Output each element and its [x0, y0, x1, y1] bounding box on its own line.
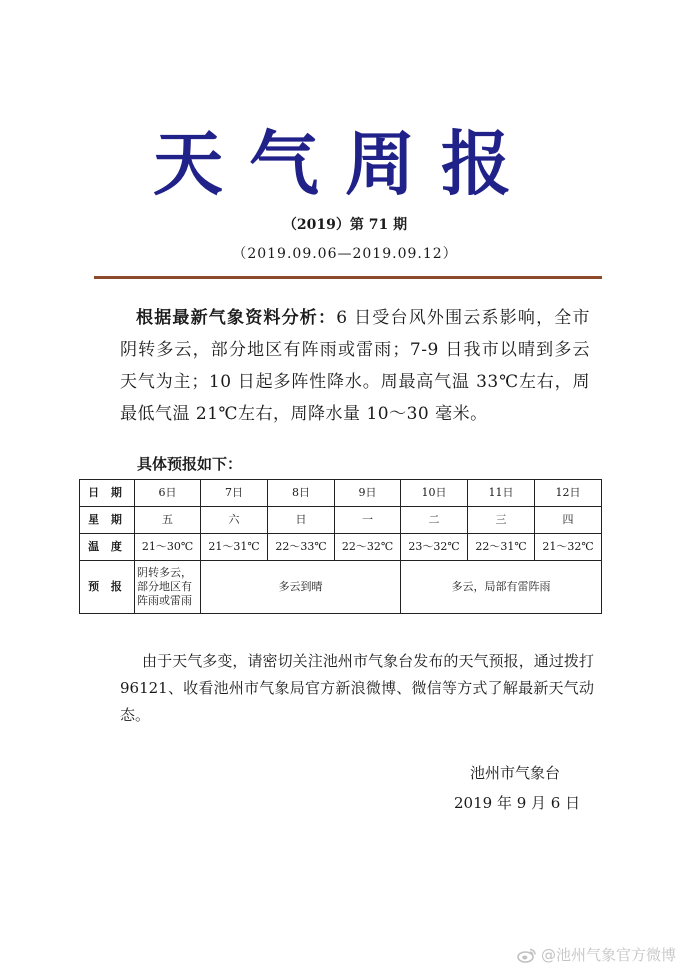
table-row-temperature: [80, 534, 602, 561]
date-cell: 12日: [535, 480, 602, 507]
row-label-weekday: 星 期: [80, 507, 135, 534]
forecast-subheading: 具体预报如下：: [137, 455, 243, 473]
row-label-date: 日 期: [80, 480, 135, 507]
table-row-weekday: [80, 507, 602, 534]
forecast-cell-day10-12: 多云，局部有雷阵雨: [401, 561, 602, 614]
watermark-text: @池州气象官方微博: [540, 946, 676, 964]
forecast-table: [79, 479, 602, 614]
issue-number: （2019）第 71 期: [282, 217, 408, 233]
weekday-cell: 三: [468, 507, 535, 534]
weekday-cell: 五: [135, 507, 201, 534]
analysis-paragraph: [120, 302, 590, 430]
weekday-cell: 六: [201, 507, 268, 534]
issue-date: 2019 年 9 月 6 日: [454, 794, 581, 812]
report-title: 天气周报: [153, 122, 537, 205]
analysis-lead: 根据最新气象资料分析：: [136, 308, 337, 328]
analysis-body: 6 日受台风外围云系影响，全市阴转多云，部分地区有阵雨或雷雨；7-9 日我市以晴到多云天气为主；10 日起多阵性降水。周最高气温 33℃左右，周最低气温 21℃左右，周降水量 10～30 毫米。: [120, 308, 590, 424]
forecast-cell-day6: 阴转多云，部分地区有阵雨或雷雨: [135, 561, 201, 614]
issuing-organization: 池州市气象台: [470, 764, 561, 782]
temperature-cell: 21～32℃: [535, 534, 602, 561]
weekday-cell: 日: [268, 507, 335, 534]
date-cell: 8日: [268, 480, 335, 507]
temperature-cell: 23～32℃: [401, 534, 468, 561]
row-label-forecast: 预 报: [80, 561, 135, 614]
table-row-date: [80, 480, 602, 507]
table-row-forecast: [80, 561, 602, 614]
date-cell: 6日: [135, 480, 201, 507]
notice-paragraph: 由于天气多变，请密切关注池州市气象台发布的天气预报，通过拨打96121、收看池州市气象局官方新浪微博、微信等方式了解最新天气动态。: [120, 652, 594, 724]
temperature-cell: 21～30℃: [135, 534, 201, 561]
temperature-cell: 22～32℃: [335, 534, 401, 561]
date-cell: 11日: [468, 480, 535, 507]
temperature-cell: 22～31℃: [468, 534, 535, 561]
temperature-cell: 21～31℃: [201, 534, 268, 561]
forecast-cell-day7-9: 多云到晴: [201, 561, 401, 614]
weekday-cell: 二: [401, 507, 468, 534]
date-cell: 7日: [201, 480, 268, 507]
header-divider: [94, 276, 602, 279]
temperature-cell: 22～33℃: [268, 534, 335, 561]
report-period: （2019.09.06—2019.09.12）: [232, 246, 458, 262]
weekday-cell: 一: [335, 507, 401, 534]
date-cell: 9日: [335, 480, 401, 507]
weibo-icon: [517, 947, 537, 963]
date-cell: 10日: [401, 480, 468, 507]
row-label-temperature: 温 度: [80, 534, 135, 561]
weekday-cell: 四: [535, 507, 602, 534]
weibo-watermark: [517, 944, 676, 965]
